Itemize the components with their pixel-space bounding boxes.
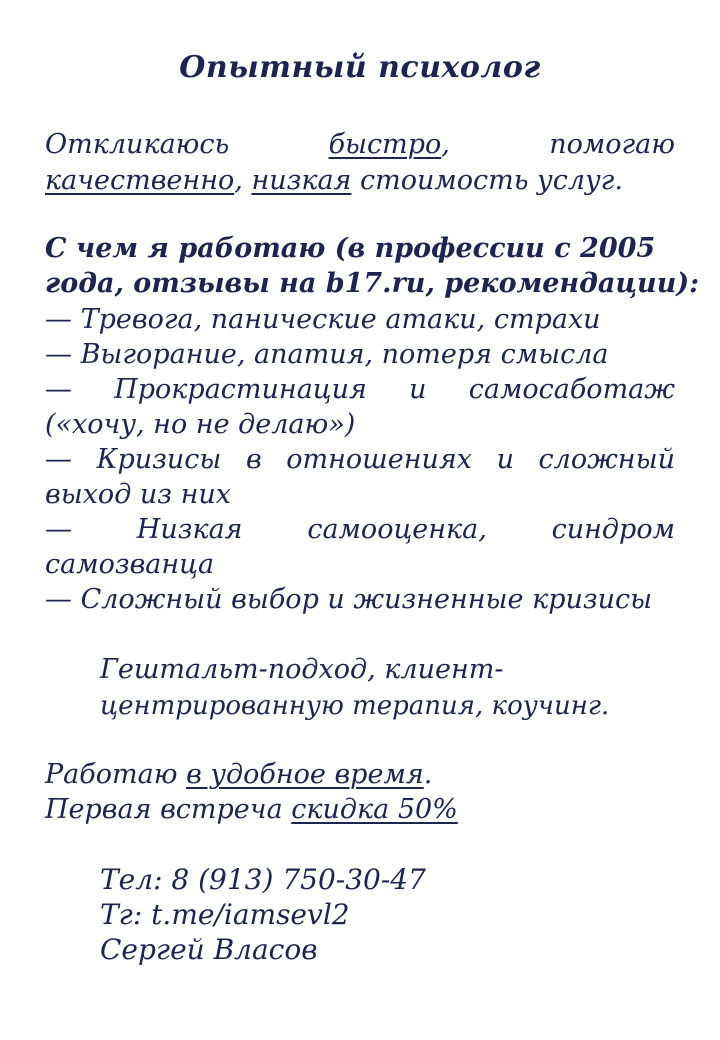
word: синдром <box>551 514 675 545</box>
intro-comma-2: , <box>234 165 243 196</box>
word: самосаботаж <box>468 374 675 405</box>
work-heading-line-1: С чем я работаю (в профессии с 2005 <box>45 233 656 264</box>
work-item-anxiety: — Тревога, панические атаки, страхи <box>45 304 601 335</box>
contact-telegram: Тг: t.me/iamsevl2 <box>100 898 350 931</box>
dash: — <box>45 374 72 405</box>
intro-word-respond: Откликаюсь <box>45 129 230 160</box>
contact-phone: Тел: 8 (913) 750-30-47 <box>100 863 426 896</box>
word: и <box>409 374 427 405</box>
work-item-self-esteem <box>45 512 675 548</box>
intro-comma-1: , <box>441 129 450 160</box>
word: и <box>496 444 514 475</box>
word: сложный <box>538 444 675 475</box>
contact-name: Сергей Власов <box>100 933 318 966</box>
word: Прокрастинация <box>114 374 367 405</box>
schedule-period: . <box>423 759 433 790</box>
work-item-procrastination-line-2: («хочу, но не делаю») <box>45 409 356 440</box>
work-item-procrastination <box>45 372 675 408</box>
word: самооценка, <box>307 514 487 545</box>
intro-word-quality: качественно <box>45 165 235 196</box>
approach-line-1: Гештальт-подход, клиент- <box>100 654 504 685</box>
page-title: Опытный психолог <box>179 50 541 85</box>
work-item-life-crises: — Сложный выбор и жизненные кризисы <box>45 584 653 615</box>
word: отношениях <box>286 444 472 475</box>
word: Низкая <box>136 514 243 545</box>
discount-text: скидка 50% <box>291 794 458 825</box>
work-heading-line-2: года, отзывы на b17.ru, рекомендации): <box>45 268 700 299</box>
first-meeting-text: Первая встреча <box>45 794 292 825</box>
intro-line-2 <box>45 163 675 199</box>
intro-word-fast: быстро <box>328 129 442 160</box>
work-item-burnout: — Выгорание, апатия, потеря смысла <box>45 339 609 370</box>
dash: — <box>45 514 72 545</box>
word: в <box>245 444 262 475</box>
word: Кризисы <box>96 444 222 475</box>
work-item-relationships-line-2: выход из них <box>45 479 231 510</box>
schedule-line-1 <box>45 757 675 793</box>
intro-word-cost: стоимость услуг. <box>360 165 623 196</box>
schedule-line-2 <box>45 792 675 828</box>
intro-fast-group <box>329 127 450 163</box>
schedule-text: Работаю <box>45 759 187 790</box>
intro-line-1 <box>45 127 675 163</box>
work-item-relationships <box>45 442 675 478</box>
intro-word-help: помогаю <box>549 129 675 160</box>
schedule-convenient-time: в удобное время <box>186 759 424 790</box>
work-item-self-esteem-line-2: самозванца <box>45 549 215 580</box>
dash: — <box>45 444 72 475</box>
intro-word-low: низкая <box>251 165 352 196</box>
approach-line-2: центрированную терапия, коучинг. <box>100 691 610 721</box>
